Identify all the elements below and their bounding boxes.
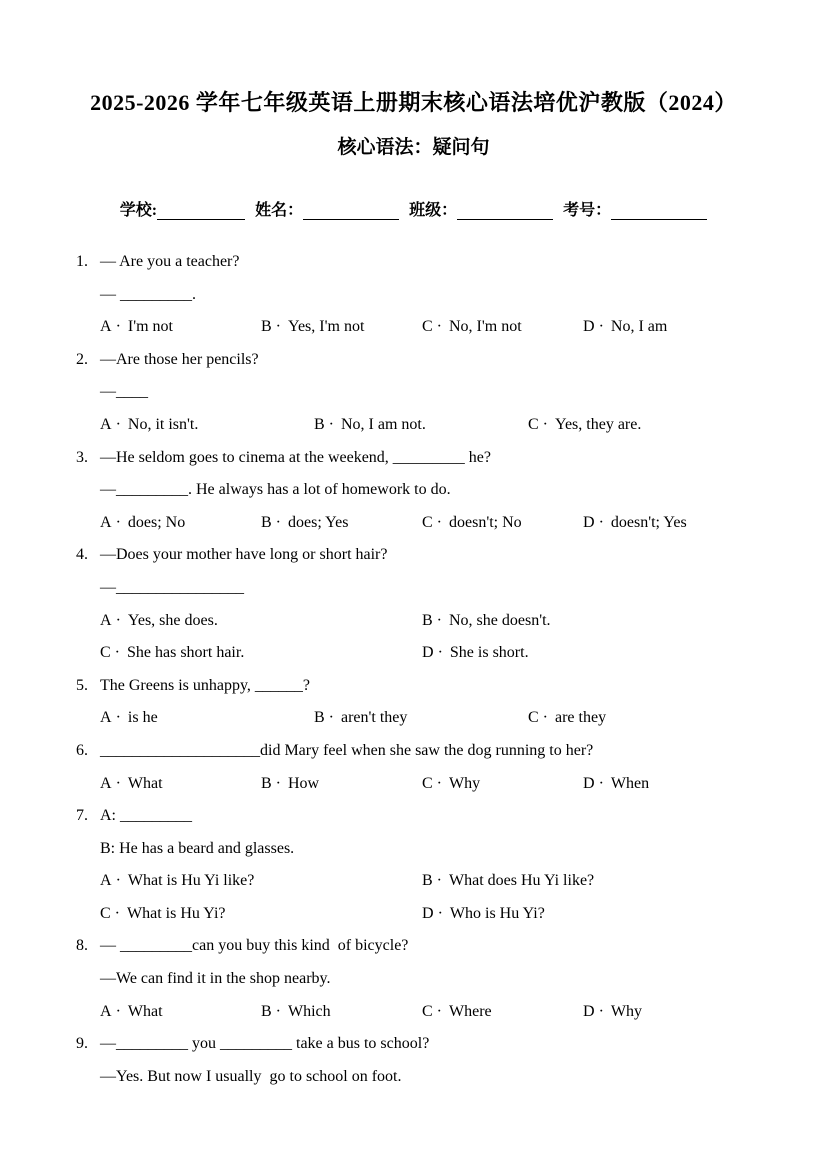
- option-a: [100, 996, 261, 1029]
- option-separator: ·: [436, 611, 442, 629]
- option-letter: C: [528, 415, 539, 433]
- option-b: [261, 311, 422, 344]
- answer-blank-line: — _________.: [100, 285, 196, 303]
- question-number: 9.: [76, 1035, 88, 1053]
- option-b: [314, 702, 528, 735]
- option-d: [422, 637, 744, 670]
- option-letter: B: [261, 774, 272, 792]
- option-letter: B: [261, 1002, 272, 1020]
- school-blank: [157, 203, 245, 220]
- question-number: 1.: [76, 253, 88, 270]
- option-d: [583, 768, 744, 801]
- option-separator: ·: [437, 904, 443, 922]
- option-letter: A: [100, 774, 112, 792]
- option-letter: B: [422, 611, 433, 629]
- option-d: [422, 898, 744, 931]
- option-c: [422, 507, 583, 540]
- option-text: She has short hair.: [127, 644, 245, 662]
- answer-blank-line: —_________. He always has a lot of homework to do.: [100, 481, 451, 499]
- name-blank: [303, 203, 399, 220]
- option-letter: D: [422, 644, 434, 662]
- question-number: 7.: [76, 807, 88, 825]
- question-1: [76, 246, 787, 344]
- option-letter: A: [100, 318, 112, 336]
- option-text: What is Hu Yi like?: [127, 872, 255, 890]
- option-c: [528, 702, 742, 735]
- option-text: What: [127, 774, 163, 792]
- option-separator: ·: [436, 1002, 442, 1020]
- question-number: 8.: [76, 937, 88, 955]
- option-letter: B: [422, 872, 433, 890]
- question-5: [76, 670, 787, 735]
- option-separator: ·: [437, 644, 443, 662]
- option-text: doesn't; No: [449, 513, 522, 531]
- page-title: 2025-2026 学年七年级英语上册期末核心语法培优沪教版（2024）: [90, 90, 737, 115]
- option-letter: A: [100, 611, 112, 629]
- option-a: [100, 605, 422, 638]
- option-letter: C: [528, 709, 539, 727]
- option-text: Which: [288, 1002, 331, 1020]
- option-b: [261, 996, 422, 1029]
- option-separator: ·: [115, 513, 121, 531]
- option-letter: A: [100, 872, 112, 890]
- option-separator: ·: [436, 774, 442, 792]
- page-subtitle: 核心语法：疑问句: [337, 137, 490, 158]
- option-a: [100, 702, 314, 735]
- question-6: [76, 735, 787, 800]
- option-separator: ·: [542, 709, 548, 727]
- question-9: [76, 1028, 787, 1093]
- answer-text-line: —We can find it in the shop nearby.: [100, 970, 331, 988]
- option-grid: [100, 605, 787, 670]
- option-separator: ·: [114, 644, 120, 662]
- option-separator: ·: [598, 513, 604, 531]
- option-separator: ·: [114, 904, 120, 922]
- option-separator: ·: [275, 513, 281, 531]
- option-text: are they: [555, 709, 607, 727]
- option-letter: B: [261, 318, 272, 336]
- question-7: [76, 800, 787, 930]
- option-text: Why: [610, 1002, 642, 1020]
- question-number: 3.: [76, 448, 88, 466]
- name-field: [255, 197, 399, 220]
- question-4: [76, 539, 787, 669]
- question-number: 5.: [76, 676, 88, 694]
- option-letter: B: [314, 415, 325, 433]
- option-grid: [100, 865, 787, 930]
- option-a: [100, 768, 261, 801]
- question-text: —He seldom goes to cinema at the weekend, _________ he?: [100, 448, 491, 466]
- option-c: [100, 898, 422, 931]
- option-text: Yes, they are.: [555, 415, 642, 433]
- question-3: [76, 442, 787, 540]
- option-row: [100, 996, 787, 1029]
- option-letter: A: [100, 1002, 112, 1020]
- option-separator: ·: [436, 872, 442, 890]
- question-text: —Does your mother have long or short hair?: [100, 546, 388, 564]
- option-letter: D: [583, 1002, 595, 1020]
- option-separator: ·: [275, 318, 281, 336]
- school-field: [120, 197, 245, 220]
- option-b: [422, 605, 744, 638]
- option-text: Yes, she does.: [127, 611, 218, 629]
- option-text: No, she doesn't.: [449, 611, 551, 629]
- option-letter: C: [422, 1002, 433, 1020]
- answer-blank-line: —____: [100, 383, 148, 401]
- option-letter: D: [422, 904, 434, 922]
- option-text: Why: [449, 774, 481, 792]
- option-row: [100, 507, 787, 540]
- question-text: —_________ you _________ take a bus to school?: [100, 1035, 430, 1053]
- option-row: [100, 768, 787, 801]
- option-c: [528, 409, 742, 442]
- class-label: 班级：: [409, 202, 458, 219]
- option-text: I'm not: [127, 318, 173, 336]
- option-text: No, I am: [610, 318, 668, 336]
- option-separator: ·: [115, 415, 121, 433]
- question-number: 2.: [76, 350, 88, 368]
- option-c: [422, 996, 583, 1029]
- option-letter: A: [100, 709, 112, 727]
- option-text: Yes, I'm not: [288, 318, 365, 336]
- option-a: [100, 865, 422, 898]
- question-text: The Greens is unhappy, ______?: [100, 676, 311, 694]
- name-label: 姓名：: [255, 202, 304, 219]
- option-row: [100, 409, 787, 442]
- option-text: Who is Hu Yi?: [449, 904, 545, 922]
- option-separator: ·: [328, 709, 334, 727]
- option-text: is he: [127, 709, 158, 727]
- option-c: [100, 637, 422, 670]
- answer-text-line: —Yes. But now I usually go to school on foot.: [100, 1067, 402, 1085]
- option-separator: ·: [275, 774, 281, 792]
- option-b: [314, 409, 528, 442]
- exam-number-field: [563, 197, 707, 220]
- question-number: 6.: [76, 741, 88, 759]
- option-text: aren't they: [341, 709, 408, 727]
- option-text: No, I'm not: [449, 318, 522, 336]
- option-separator: ·: [598, 1002, 604, 1020]
- question-2: [76, 344, 787, 442]
- option-text: How: [288, 774, 320, 792]
- exam-number-label: 考号：: [563, 202, 612, 219]
- option-letter: A: [100, 513, 112, 531]
- option-separator: ·: [115, 318, 121, 336]
- class-field: [409, 197, 553, 220]
- option-d: [583, 311, 744, 344]
- question-text: —Are those her pencils?: [100, 350, 259, 368]
- question-text: — _________can you buy this kind of bicycle?: [100, 937, 409, 955]
- option-letter: D: [583, 318, 595, 336]
- question-list: [76, 246, 787, 1093]
- option-separator: ·: [542, 415, 548, 433]
- option-row: [100, 702, 787, 735]
- option-text: What does Hu Yi like?: [449, 872, 595, 890]
- option-letter: C: [100, 904, 111, 922]
- question-8: [76, 930, 787, 1028]
- option-letter: C: [100, 644, 111, 662]
- option-a: [100, 507, 261, 540]
- option-text: does; Yes: [288, 513, 349, 531]
- question-text-line-2: B: He has a beard and glasses.: [100, 839, 295, 857]
- option-a: [100, 409, 314, 442]
- option-text: No, it isn't.: [127, 415, 199, 433]
- option-text: What: [127, 1002, 163, 1020]
- option-c: [422, 311, 583, 344]
- option-text: doesn't; Yes: [610, 513, 687, 531]
- option-d: [583, 996, 744, 1029]
- answer-blank-line: —________________: [100, 578, 244, 596]
- option-separator: ·: [598, 318, 604, 336]
- option-text: She is short.: [449, 644, 529, 662]
- question-text: A: _________: [100, 807, 192, 825]
- option-text: What is Hu Yi?: [127, 904, 226, 922]
- option-letter: C: [422, 774, 433, 792]
- question-text: — Are you a teacher?: [100, 253, 240, 270]
- option-separator: ·: [598, 774, 604, 792]
- option-separator: ·: [115, 774, 121, 792]
- student-info-header: [0, 197, 827, 220]
- option-c: [422, 768, 583, 801]
- option-letter: B: [261, 513, 272, 531]
- option-separator: ·: [115, 872, 121, 890]
- option-separator: ·: [436, 513, 442, 531]
- option-letter: D: [583, 774, 595, 792]
- option-separator: ·: [115, 1002, 121, 1020]
- option-b: [422, 865, 744, 898]
- option-letter: D: [583, 513, 595, 531]
- option-letter: B: [314, 709, 325, 727]
- option-letter: C: [422, 318, 433, 336]
- option-separator: ·: [328, 415, 334, 433]
- option-separator: ·: [275, 1002, 281, 1020]
- option-b: [261, 507, 422, 540]
- option-d: [583, 507, 744, 540]
- option-separator: ·: [115, 709, 121, 727]
- option-text: Where: [449, 1002, 492, 1020]
- option-row: [100, 311, 787, 344]
- exam-number-blank: [611, 203, 707, 220]
- option-text: When: [610, 774, 650, 792]
- option-letter: C: [422, 513, 433, 531]
- school-label: 学校:: [119, 202, 158, 219]
- option-separator: ·: [115, 611, 121, 629]
- option-text: does; No: [127, 513, 186, 531]
- option-b: [261, 768, 422, 801]
- question-number: 4.: [76, 546, 88, 564]
- option-letter: A: [100, 415, 112, 433]
- option-a: [100, 311, 261, 344]
- option-text: No, I am not.: [341, 415, 426, 433]
- option-separator: ·: [436, 318, 442, 336]
- question-text: ____________________did Mary feel when she saw the dog running to her?: [100, 741, 594, 759]
- class-blank: [457, 203, 553, 220]
